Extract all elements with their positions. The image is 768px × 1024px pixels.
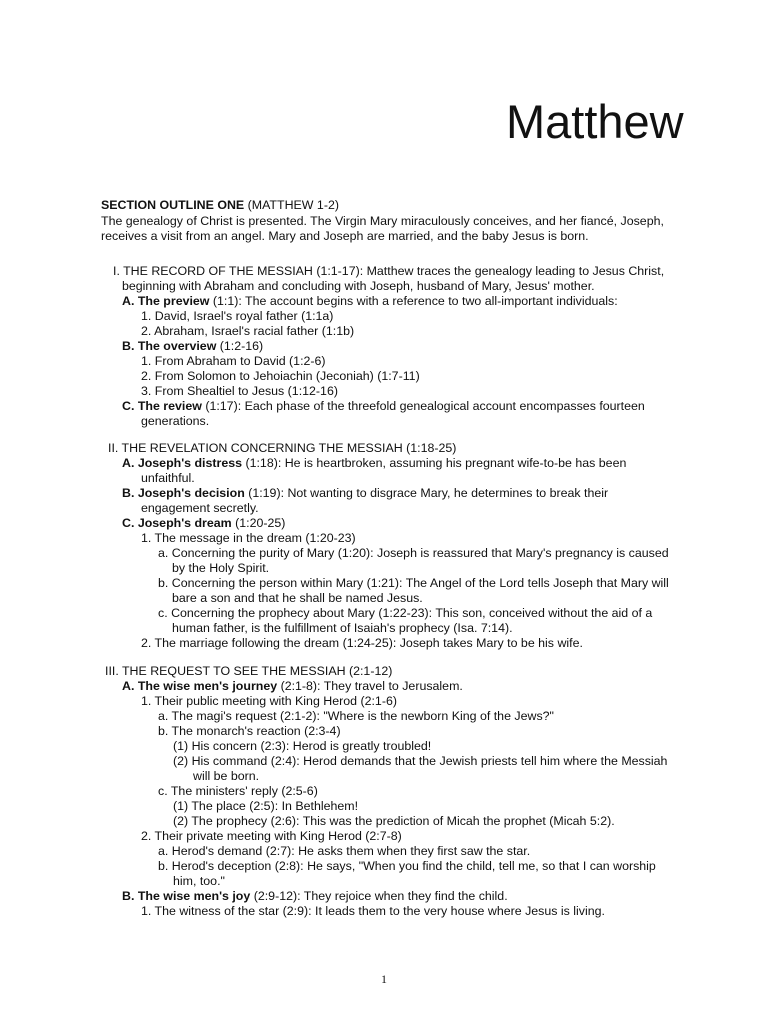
outline-line	[122, 279, 595, 294]
outline-line	[141, 636, 583, 651]
outline-line-text: a. The magi's request (2:1-2): "Where is the newborn King of the Jews?"	[158, 709, 554, 723]
outline-line-heading: B. Joseph's decision	[122, 486, 245, 500]
outline-line-text: human father, is the fulfillment of Isaiah's prophecy (Isa. 7:14).	[172, 621, 513, 635]
outline-line-text: (2) His command (2:4): Herod demands that the Jewish priests tell him where the Messiah	[173, 754, 668, 768]
outline-line-text: a. Herod's demand (2:7): He asks them when they first saw the star.	[158, 844, 531, 858]
outline-line-text: I. THE RECORD OF THE MESSIAH (1:1-17): Matthew traces the genealogy leading to Jesus Christ,	[113, 264, 665, 278]
outline-line-text: bare a son and that he shall be named Jesus.	[172, 591, 423, 605]
outline-line-text: (2:1-8): They travel to Jerusalem.	[277, 679, 463, 693]
outline-line-text: (1:20-25)	[231, 516, 286, 530]
outline-line-text: II. THE REVELATION CONCERNING THE MESSIAH (1:18-25)	[108, 441, 457, 455]
outline-line-text: (1:19): Not wanting to disgrace Mary, he determines to break their	[244, 486, 609, 500]
outline-line-text: b. Concerning the person within Mary (1:21): The Angel of the Lord tells Joseph that Mary will	[158, 576, 669, 590]
outline-line	[122, 679, 463, 694]
outline-line-text: c. Concerning the prophecy about Mary (1:22-23): This son, conceived without the aid of a	[158, 606, 653, 620]
section-heading-reference: (MATTHEW 1-2)	[244, 198, 339, 212]
outline-line-text: 1. David, Israel's royal father (1:1a)	[141, 309, 334, 323]
outline-line	[173, 739, 431, 754]
outline-line	[172, 621, 513, 636]
section-heading-label: SECTION OUTLINE ONE	[101, 198, 245, 212]
outline-line	[193, 769, 259, 784]
outline-line-text: 1. From Abraham to David (1:2-6)	[141, 354, 326, 368]
outline-line	[141, 414, 209, 429]
outline-line-text: engagement secretly.	[141, 501, 259, 515]
outline-line-text: by the Holy Spirit.	[172, 561, 270, 575]
outline-line-heading: B. The wise men's joy	[122, 889, 251, 903]
outline-line-text: 1. The message in the dream (1:20-23)	[141, 531, 356, 545]
outline-line	[158, 709, 554, 724]
outline-line	[141, 384, 338, 399]
outline-line	[173, 874, 225, 889]
outline-line	[173, 799, 358, 814]
outline-line	[113, 264, 664, 279]
outline-line-heading: A. Joseph's distress	[122, 456, 243, 470]
outline-line	[122, 456, 626, 471]
outline-line	[108, 441, 456, 456]
outline-line	[105, 664, 392, 679]
outline-line-text: 1. The witness of the star (2:9): It leads them to the very house where Jesus is living.	[141, 904, 605, 918]
outline-line-text: (1:2-16)	[216, 339, 264, 353]
outline-line	[122, 486, 608, 501]
outline-line	[158, 859, 656, 874]
outline-line	[122, 339, 263, 354]
outline-line	[141, 309, 333, 324]
outline-line-text: 2. Their private meeting with King Herod (2:7-8)	[141, 829, 402, 843]
outline-line-text: a. Concerning the purity of Mary (1:20): Joseph is reassured that Mary's pregnancy is caused	[158, 546, 669, 560]
outline-line	[158, 844, 530, 859]
outline-line-text: (1:1): The account begins with a reference to two all-important individuals:	[209, 294, 618, 308]
outline-line	[141, 904, 605, 919]
outline-line	[122, 516, 285, 531]
outline-line-heading: C. Joseph's dream	[122, 516, 232, 530]
outline-line-text: b. Herod's deception (2:8): He says, "When you find the child, tell me, so that I can worship	[158, 859, 656, 873]
outline-line-text: c. The ministers' reply (2:5-6)	[158, 784, 318, 798]
outline-line-text: generations.	[141, 414, 210, 428]
outline-line-text: 2. From Solomon to Jehoiachin (Jeconiah) (1:7-11)	[141, 369, 420, 383]
outline-line-heading: B. The overview	[122, 339, 217, 353]
outline-line-text: III. THE REQUEST TO SEE THE MESSIAH (2:1-12)	[105, 664, 393, 678]
outline-line	[141, 531, 356, 546]
outline-line-text: 3. From Shealtiel to Jesus (1:12-16)	[141, 384, 338, 398]
outline-line-text: (1) The place (2:5): In Bethlehem!	[173, 799, 359, 813]
document-title: Matthew	[506, 95, 684, 148]
outline-line	[141, 501, 259, 516]
outline-line-heading: A. The preview	[122, 294, 210, 308]
outline-line-text: unfaithful.	[141, 471, 195, 485]
page-number: 1	[381, 972, 387, 986]
outline-line	[122, 889, 508, 904]
outline-line	[141, 694, 397, 709]
outline-line-text: (2:9-12): They rejoice when they find the child.	[250, 889, 508, 903]
outline-line-text: 2. Abraham, Israel's racial father (1:1b)	[141, 324, 355, 338]
outline-line-text: 1. Their public meeting with King Herod (2:1-6)	[141, 694, 397, 708]
section-intro: The genealogy of Christ is presented. The Virgin Mary miraculously conceives, and her fiancé, Joseph, receives a visit from an angel. Mary and Joseph are married, and the baby Jesus is born.	[101, 214, 664, 243]
outline-line	[158, 724, 341, 739]
outline-line-text: b. The monarch's reaction (2:3-4)	[158, 724, 341, 738]
outline-line	[172, 591, 423, 606]
outline-line	[141, 354, 326, 369]
outline-line-heading: A. The wise men's journey	[122, 679, 278, 693]
outline-line-text: him, too."	[173, 874, 225, 888]
outline-line-text: 2. The marriage following the dream (1:24-25): Joseph takes Mary to be his wife.	[141, 636, 583, 650]
outline-line-text: (1) His concern (2:3): Herod is greatly troubled!	[173, 739, 432, 753]
outline-line	[158, 784, 318, 799]
outline-line	[173, 814, 615, 829]
outline-line	[173, 754, 667, 769]
outline-line-text: (2) The prophecy (2:6): This was the prediction of Micah the prophet (Micah 5:2).	[173, 814, 615, 828]
outline-line	[122, 294, 618, 309]
outline-line	[172, 561, 269, 576]
outline-line-text: (1:18): He is heartbroken, assuming his pregnant wife-to-be has been	[242, 456, 627, 470]
outline-line-text: will be born.	[193, 769, 260, 783]
outline-line-text: (1:17): Each phase of the threefold genealogical account encompasses fourteen	[201, 399, 645, 413]
outline-line	[141, 471, 195, 486]
section-heading	[101, 198, 741, 213]
outline-line	[141, 369, 420, 384]
outline-line	[158, 606, 652, 621]
outline-line	[158, 546, 669, 561]
outline-line	[122, 399, 645, 414]
outline-line	[158, 576, 669, 591]
outline-line	[141, 324, 354, 339]
outline-line-heading: C. The review	[122, 399, 202, 413]
outline-line-text: beginning with Abraham and concluding with Joseph, husband of Mary, Jesus' mother.	[122, 279, 595, 293]
outline-line	[141, 829, 402, 844]
